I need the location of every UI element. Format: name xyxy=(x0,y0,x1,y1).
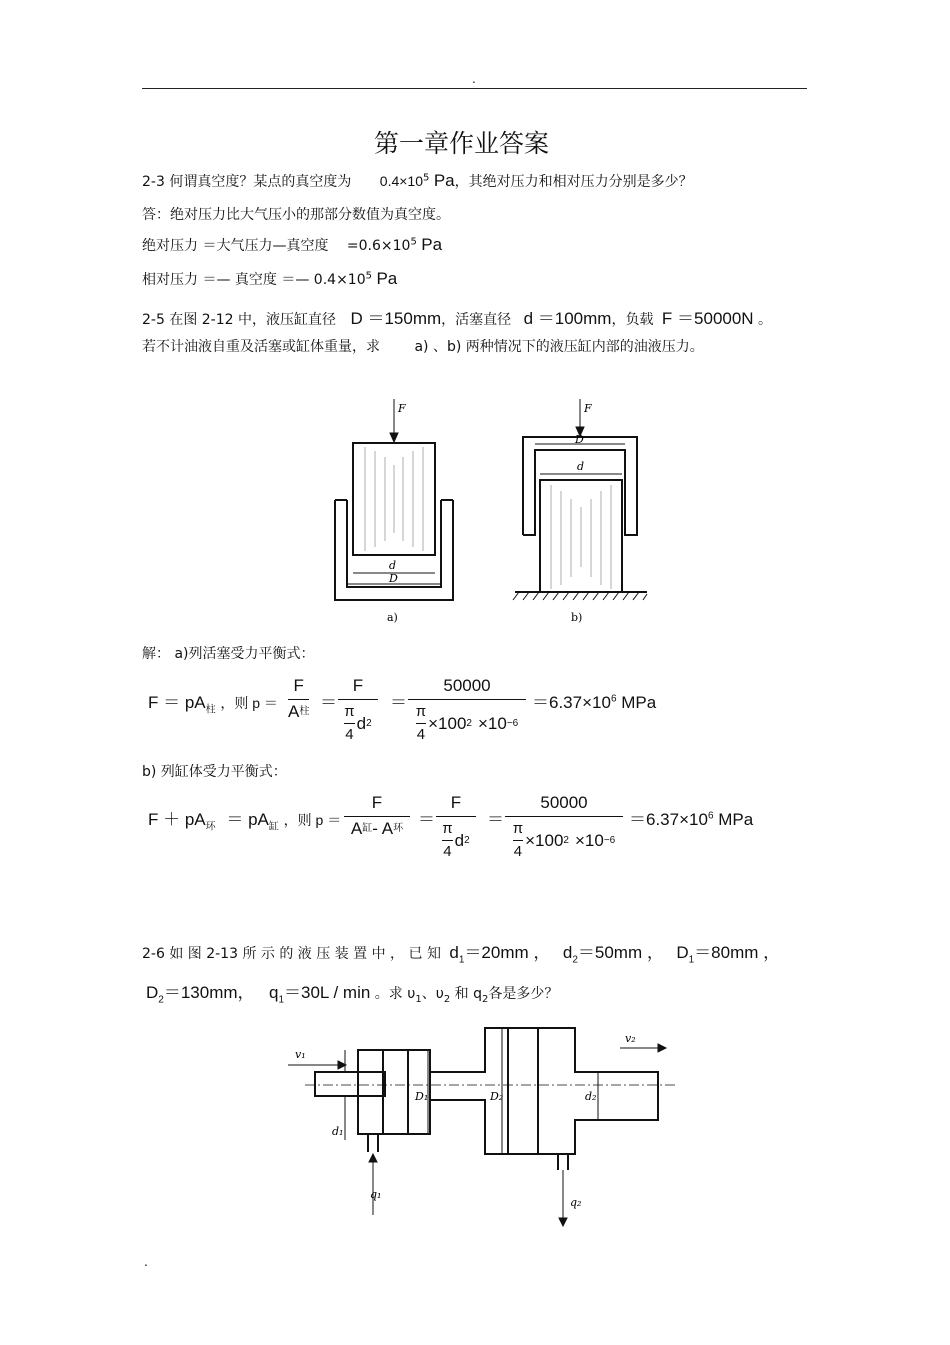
fig-a-caption: a) xyxy=(387,611,398,624)
q23-absolute: 绝对压力 ＝大气压力—真空度 $=0.6\times 10^5$ Pa xyxy=(142,235,443,254)
sol-a-intro: 解： a)列活塞受力平衡式： xyxy=(142,646,315,662)
q26-line1: 2-6 如 图 2-13 所 示 的 液 压 装 置 中 ， 已 知 $d_1=20mm$ ， $d_2=50mm$ ， $D_1=80mm$ ， xyxy=(142,943,781,966)
fig13-label-d2: d₂ xyxy=(585,1090,597,1103)
sol-b-frac3: 50000 π 4 ×100 2 ×10 −6 xyxy=(505,793,623,862)
sol-a-frac1: F A 柱 xyxy=(288,676,310,721)
fig-b-caption: b) xyxy=(571,611,583,624)
figure-a-hatch xyxy=(365,447,423,551)
sol-b-frac1: F A 缸 - A 环 xyxy=(344,793,410,839)
sol-b-eq1: ＝ xyxy=(418,810,435,829)
figure-2-12 xyxy=(325,395,655,625)
fig13-label-d1: d₁ xyxy=(332,1125,344,1138)
fig-a-label-F: F xyxy=(398,402,406,415)
footer-dot: . xyxy=(144,1255,148,1269)
header-rule xyxy=(142,88,807,89)
figure-2-13 xyxy=(280,1020,680,1235)
q25-line1: 2-5 在图 2-12 中，液压缸直径 D ＝150mm，活塞直径 d ＝100mm，负载 F ＝50000N 。 xyxy=(142,309,773,328)
fig13-label-v2: v₂ xyxy=(625,1032,636,1045)
sol-b-intro: b) 列缸体受力平衡式： xyxy=(142,764,287,780)
fig13-label-D1: D₁ xyxy=(415,1090,429,1103)
fig13-label-v1: v₁ xyxy=(295,1048,306,1061)
sol-a-eq1: ＝ xyxy=(320,693,337,712)
q23-relative: 相对压力 ＝— 真空度 ＝— $0.4\times 10^5$ Pa xyxy=(142,269,398,288)
q23-question: 2-3 何谓真空度？某点的真空度为 $0.4\times 10^5$ Pa，其绝对压力和相对压力分别是多少？ xyxy=(142,171,693,190)
fig13-label-q1: q₁ xyxy=(370,1188,382,1201)
q25-line2: 若不计油液自重及活塞或缸体重量，求 a) 、b) 两种情况下的液压缸内部的油液压力。 xyxy=(142,339,704,355)
fig13-label-q2: q₂ xyxy=(570,1196,582,1209)
figure-b-hatch xyxy=(551,485,611,589)
q23-answer: 答：绝对压力比大气压小的那部分数值为真空度。 xyxy=(142,207,450,223)
fig-b-label-d: d xyxy=(577,460,585,473)
sol-b-lhs: $F + pA_环 = pA_缸$ ，则 p ＝ xyxy=(148,810,342,833)
fig-b-label-F: F xyxy=(584,402,592,415)
q26-line2: $D_2=130mm$， $q_1=30L / \min$ 。求 $\upsilon_1$、$\upsilon_2$ 和 $q_2$各是多少？ xyxy=(146,983,559,1006)
fig-a-label-D: D xyxy=(389,572,398,585)
sol-a-frac3: 50000 π 4 ×100 2 ×10 −6 xyxy=(408,676,526,745)
fig-b-label-D: D xyxy=(575,433,584,446)
sol-b-result: $=6.37\times 10^6$ MPa xyxy=(629,810,754,829)
page-title: 第一章作业答案 xyxy=(374,129,550,158)
sol-a-eq2: ＝ xyxy=(390,693,407,712)
sol-b-frac2: F π 4 d 2 xyxy=(436,793,476,862)
header-dot: . xyxy=(472,72,476,86)
sol-a-result: $=6.37\times 10^6$ MPa xyxy=(532,693,657,712)
fig13-label-D2: D₂ xyxy=(490,1090,504,1103)
sol-a-lhs: $F = pA_柱$ ，则 p ＝ xyxy=(148,693,278,716)
sol-a-frac2: F π 4 d 2 xyxy=(338,676,378,745)
fig-a-label-d: d xyxy=(389,559,397,572)
sol-b-eq2: ＝ xyxy=(487,810,504,829)
